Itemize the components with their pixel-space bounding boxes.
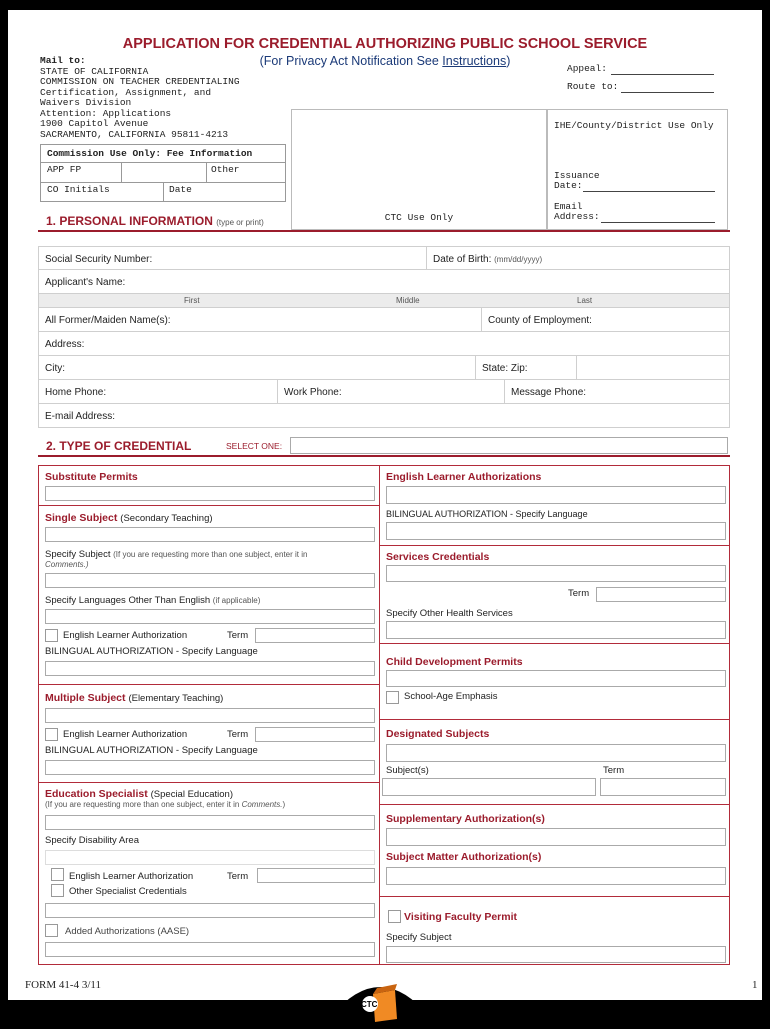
select-one-field[interactable]: [290, 437, 728, 454]
former-names-field[interactable]: [39, 308, 482, 331]
form-number: FORM 41-4 3/11: [25, 979, 101, 991]
mail-line: 1900 Capitol Avenue: [40, 118, 149, 129]
substitute-permits-heading: Substitute Permits: [45, 471, 138, 483]
multiple-subject-heading: Multiple Subject (Elementary Teaching): [45, 692, 224, 704]
county-label: County of Employment:: [488, 315, 592, 326]
mail-line: SACRAMENTO, CALIFORNIA 95811-4213: [40, 128, 229, 140]
appeal-field[interactable]: [611, 64, 714, 75]
other-health-label: Specify Other Health Services: [386, 608, 513, 619]
term-field-multiple[interactable]: [255, 727, 375, 742]
child-development-field[interactable]: [386, 670, 726, 687]
section2-rule: [38, 455, 730, 457]
work-phone-field[interactable]: [278, 380, 505, 403]
message-phone-field[interactable]: [505, 380, 731, 403]
bilingual-field-multiple[interactable]: [45, 760, 375, 775]
single-subject-heading: Single Subject (Secondary Teaching): [45, 512, 213, 524]
email-address-label-ihe: Address:: [554, 211, 600, 222]
term-label-services: Term: [568, 588, 590, 599]
mail-to-block: [40, 56, 240, 140]
el-auth-label-single: English Learner Authorization: [63, 630, 188, 641]
name-row[interactable]: [38, 270, 730, 294]
added-auth-label: Added Authorizations (AASE): [65, 926, 190, 937]
city-label: City:: [45, 363, 65, 374]
zip-field[interactable]: [577, 356, 731, 379]
visiting-specify-field[interactable]: [386, 946, 726, 963]
middle-label: Middle: [396, 296, 420, 305]
issuance-date-label: Date:: [554, 180, 583, 191]
route-label: Route to:: [567, 81, 619, 92]
specify-subject-field[interactable]: [45, 573, 375, 588]
page-number: 1: [752, 979, 758, 991]
issuance-date-field[interactable]: [583, 181, 715, 192]
ctc-use-box: [291, 109, 547, 230]
school-age-checkbox[interactable]: [386, 691, 399, 704]
fee-heading: Commission Use Only: Fee Information: [47, 148, 253, 159]
term-label-designated: Term: [603, 765, 625, 776]
ctc-use-label: CTC Use Only: [384, 211, 454, 223]
phone-row: [38, 380, 730, 404]
appeal-label: Appeal:: [567, 63, 607, 74]
other-specialist-field[interactable]: [45, 903, 375, 918]
left-credential-column: [38, 465, 380, 965]
fee-date-label: Date: [169, 184, 192, 195]
ssn-label: Social Security Number:: [45, 254, 153, 265]
specify-subject-label: Specify Subject (If you are requesting more than one subject, enter it in: [45, 549, 308, 560]
bilingual-label-multiple: BILINGUAL AUTHORIZATION - Specify Language: [45, 745, 258, 756]
home-phone-field[interactable]: [39, 380, 278, 403]
mail-line: Attention: Applications: [40, 107, 172, 119]
last-label: Last: [577, 296, 593, 305]
el-auth-label-edspec: English Learner Authorization: [69, 871, 194, 882]
disability-label: Specify Disability Area: [45, 835, 139, 846]
added-auth-checkbox[interactable]: [45, 924, 58, 937]
added-auth-field[interactable]: [45, 942, 375, 957]
term-label-edspec: Term: [227, 871, 249, 882]
el-authorizations-field[interactable]: [386, 486, 726, 504]
mail-line: COMMISSION ON TEACHER CREDENTIALING: [40, 76, 240, 87]
state-zip-label: State: Zip:: [482, 363, 528, 374]
ihe-label: IHE/County/District Use Only: [554, 120, 714, 131]
ctc-logo: [325, 964, 435, 1024]
supplementary-field[interactable]: [386, 828, 726, 846]
personal-heading-note: (type or print): [216, 218, 264, 227]
designated-subjects-subject-field[interactable]: [382, 778, 596, 796]
ssn-row: [38, 246, 730, 270]
other-label: Other: [211, 164, 240, 175]
el-auth-label-multiple: English Learner Authorization: [63, 729, 188, 740]
mail-line: Waivers Division: [40, 97, 132, 108]
email-row[interactable]: [38, 404, 730, 428]
email-label-ihe: Email: [554, 201, 583, 212]
term-field-single[interactable]: [255, 628, 375, 643]
form-page: [8, 10, 762, 1000]
city-row: [38, 356, 730, 380]
single-subject-field[interactable]: [45, 527, 375, 542]
privacy-suffix: ): [506, 54, 511, 68]
section1-rule: [38, 230, 730, 232]
ctc-logo-text: CTC: [361, 1000, 378, 1009]
mail-to-label: Mail to:: [40, 55, 86, 66]
ihe-email-field[interactable]: [601, 212, 715, 223]
subject-matter-field[interactable]: [386, 867, 726, 885]
message-phone-label: Message Phone:: [511, 387, 587, 398]
el-auth-checkbox-multiple[interactable]: [45, 728, 58, 741]
subject-matter-heading: Subject Matter Authorization(s): [386, 851, 542, 863]
el-authorizations-heading: English Learner Authorizations: [386, 471, 542, 483]
education-specialist-heading: Education Specialist (Special Education): [45, 788, 234, 800]
email-label: E-mail Address:: [45, 411, 116, 422]
visiting-specify-label: Specify Subject: [386, 932, 452, 943]
address-row[interactable]: [38, 332, 730, 356]
subjects-label: Subject(s): [386, 765, 429, 776]
form-title: APPLICATION FOR CREDENTIAL AUTHORIZING PUBLIC SCHOOL SERVICE: [122, 36, 648, 52]
education-specialist-field[interactable]: [45, 815, 375, 830]
dob-field[interactable]: [427, 247, 731, 270]
designated-subjects-heading: Designated Subjects: [386, 728, 490, 740]
state-field[interactable]: [476, 356, 577, 379]
co-initials-label: CO Initials: [47, 184, 110, 195]
term-label-single: Term: [227, 630, 249, 641]
mail-line: Certification, Assignment, and: [40, 86, 212, 98]
fee-table: [40, 144, 286, 202]
comments-note: Comments.): [45, 560, 89, 569]
languages-field[interactable]: [45, 609, 375, 624]
name-parts-row: [38, 294, 730, 308]
services-credentials-heading: Services Credentials: [386, 551, 490, 563]
substitute-permits-field[interactable]: [45, 486, 375, 501]
bilingual-label-right: BILINGUAL AUTHORIZATION - Specify Language: [386, 509, 588, 519]
visiting-faculty-checkbox[interactable]: [388, 910, 401, 923]
former-label: All Former/Maiden Name(s):: [45, 315, 171, 326]
term-field-edspec[interactable]: [257, 868, 375, 883]
personal-heading-text: 1. PERSONAL INFORMATION: [46, 214, 213, 228]
mail-line: STATE OF CALIFORNIA: [40, 65, 149, 77]
first-label: First: [184, 296, 200, 305]
route-field[interactable]: [621, 82, 714, 93]
select-one-label: SELECT ONE:: [226, 441, 283, 451]
el-auth-checkbox-single[interactable]: [45, 629, 58, 642]
personal-info-heading: [46, 214, 264, 228]
ihe-box: [547, 109, 728, 230]
right-credential-column: [380, 465, 730, 965]
languages-label: Specify Languages Other Than English (if applicable): [45, 595, 261, 606]
dob-label: Date of Birth: (mm/dd/yyyy): [433, 254, 543, 265]
issuance-label: Issuance: [554, 170, 600, 181]
school-age-label: School-Age Emphasis: [404, 691, 498, 702]
ssn-field[interactable]: [39, 247, 427, 270]
designated-subjects-term-field[interactable]: [600, 778, 726, 796]
visiting-faculty-heading: Visiting Faculty Permit: [404, 911, 518, 923]
work-phone-label: Work Phone:: [284, 387, 342, 398]
city-field[interactable]: [39, 356, 476, 379]
dob-format: (mm/dd/yyyy): [494, 255, 543, 264]
privacy-prefix: (For Privacy Act Notification See: [259, 54, 443, 68]
home-phone-label: Home Phone:: [45, 387, 107, 398]
instructions-link[interactable]: Instructions: [442, 54, 507, 68]
bilingual-field-right[interactable]: [386, 522, 726, 540]
multiple-subject-field[interactable]: [45, 708, 375, 723]
disability-field[interactable]: [45, 850, 375, 865]
bilingual-label-single: BILINGUAL AUTHORIZATION - Specify Language: [45, 646, 258, 657]
bilingual-field-single[interactable]: [45, 661, 375, 676]
term-field-services[interactable]: [596, 587, 726, 602]
credential-heading: 2. TYPE OF CREDENTIAL: [46, 439, 192, 453]
edspec-note: (If you are requesting more than one subject, enter it in Comments.): [45, 800, 286, 809]
app-fp-label: APP FP: [47, 164, 82, 175]
county-field[interactable]: [482, 308, 731, 331]
child-development-heading: Child Development Permits: [386, 656, 523, 668]
applicant-name-label: Applicant's Name:: [45, 277, 126, 288]
address-label: Address:: [45, 339, 85, 350]
term-label-multiple: Term: [227, 729, 249, 740]
el-auth-checkbox-edspec[interactable]: [51, 868, 64, 881]
other-health-field[interactable]: [386, 621, 726, 639]
other-specialist-label: Other Specialist Credentials: [69, 886, 187, 897]
other-specialist-checkbox[interactable]: [51, 884, 64, 897]
former-row: [38, 308, 730, 332]
services-credentials-field[interactable]: [386, 565, 726, 582]
supplementary-heading: Supplementary Authorization(s): [386, 813, 545, 825]
designated-subjects-field[interactable]: [386, 744, 726, 762]
